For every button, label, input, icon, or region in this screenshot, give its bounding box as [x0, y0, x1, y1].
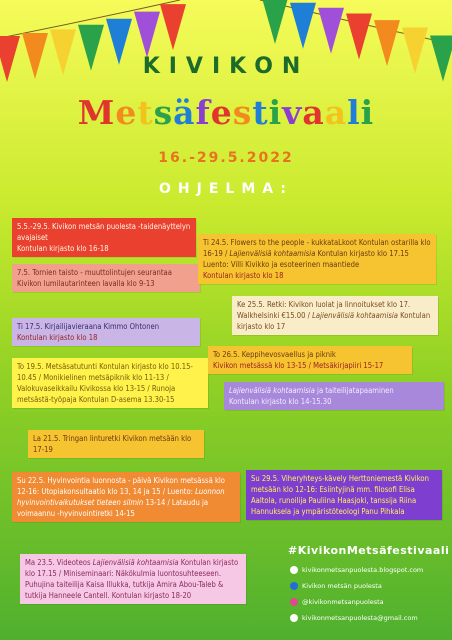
- event-text-post: Kontulan kirjasto klo 17.15 / Miniseminaari: Näkökulmia luontosuhteeseen. Puhujina taiteilija Kaisa Illukka, tutkija Amira Abou-Taleb & tutkija Hanneele Cantell. Kontulan kirjasto 18-20: [25, 558, 239, 600]
- event-text: To 19.5. Metsäsatutunti Kontulan kirjasto klo 10.15-10.45 / Monikielinen metsäpiknik klo 11-13 / Valokuvaseikkailu Kivikossa klo 13-15 / Runoja metsästä-työpaja Kontulan D-asema 13.30-15: [17, 362, 193, 404]
- email-icon: [290, 614, 298, 622]
- event-lecture-title: Luonnon hyvinvointivaikutukset tieteen silmin: [17, 487, 225, 507]
- blog-url[interactable]: kivikonmetsanpuolesta.blogspot.com: [302, 566, 424, 574]
- facebook-name[interactable]: Kivikon metsän puolesta: [302, 582, 382, 590]
- instagram-icon: [290, 598, 298, 606]
- event-text: Ti 24.5. Flowers to the people - kukkataLkoot Kontulan ostarilla klo 16-19 /: [203, 238, 431, 258]
- hashtag: #KivikonMetsäfestivaali: [288, 544, 450, 557]
- event-text: Ma 23.5. Videoteos: [25, 558, 93, 567]
- event-location: Kontulan kirjasto klo 14-15.30: [229, 397, 332, 406]
- event-location: Kivikon metsässä klo 13-15 / Metsäkirjapiiri 15-17: [213, 361, 384, 370]
- festival-title-letter: l: [347, 93, 361, 132]
- event-text: Su 29.5. Viheryhteys-kävely Herttoniemestä Kivikon metsään klo 12-16: Esiintyjinä mm. filosofi Elisa Aaltola, runoilija Pauliina Haasjoki, tanssija Riina Hannuksela ja ympäristöteologi Panu Pihkala: [251, 474, 429, 516]
- festival-title-letter: s: [232, 93, 253, 132]
- event-work-title: Lajienvälisiä kohtaamisia: [312, 311, 398, 320]
- festival-title-letter: v: [282, 93, 303, 132]
- event-work-title: Lajienvälisiä kohtaamisia: [229, 386, 315, 395]
- event-work-title: Lajienvälisiä kohtaamisia: [229, 249, 316, 258]
- festival-title-letter: t: [137, 93, 154, 132]
- event-text: Ti 17.5. Kirjailijavieraana Kimmo Ohtonen: [17, 322, 160, 331]
- event-text: Ke 25.5. Retki: Kivikon luolat ja linnoitukset klo 17. Walkhelsinki €15.00 /: [237, 300, 411, 320]
- event-text-post: Kontulan kirjasto klo 17: [237, 311, 431, 331]
- bunting-flag: [290, 3, 316, 49]
- festival-title-letter: a: [324, 93, 348, 132]
- event-text-post: ja taiteilijatapaaminen: [317, 386, 394, 395]
- bunting-flag: [134, 12, 160, 58]
- event-text: 5.5.-29.5. Kivikon metsän puolesta -taidenäyttelyn avajaiset: [17, 222, 191, 242]
- event-card-17-5: [12, 318, 200, 346]
- event-card-24-5: [198, 234, 436, 284]
- event-card-26-5: [208, 346, 412, 374]
- event-text-post: 13-14 / Lataudu ja voimaannu -hyvinvointiretki 14-15: [17, 498, 209, 518]
- event-card-7-5: [12, 264, 200, 292]
- contact-instagram[interactable]: [290, 598, 384, 606]
- contact-facebook[interactable]: [290, 582, 382, 590]
- festival-title-letter: e: [210, 93, 233, 132]
- festival-title-letter: s: [153, 93, 174, 132]
- event-card-25-5: [232, 296, 438, 335]
- festival-title-letter: a: [302, 93, 325, 132]
- title-festival: [0, 93, 452, 132]
- event-card-29-5: [246, 470, 442, 520]
- event-card-21-5: [28, 430, 204, 458]
- email-address[interactable]: kivikonmetsanpuolesta@gmail.com: [302, 614, 418, 622]
- festival-title-letter: ä: [173, 93, 196, 132]
- facebook-icon: [290, 582, 298, 590]
- event-card-22-5: [12, 472, 240, 522]
- contact-email[interactable]: [290, 614, 418, 622]
- festival-dates: 16.-29.5.2022: [158, 150, 294, 166]
- event-card-28-5: [224, 382, 444, 410]
- contact-blog[interactable]: [290, 566, 423, 574]
- event-card-23-5: [20, 554, 246, 604]
- festival-title-letter: t: [252, 93, 269, 132]
- event-text: La 21.5. Tringan linturetki Kivikon metsään klo 17-19: [33, 434, 192, 454]
- bunting-flag: [262, 0, 288, 44]
- festival-title-letter: e: [115, 93, 138, 132]
- event-text: To 26.5. Keppihevosvaellus ja piknik: [213, 350, 336, 359]
- program-heading: OHJELMA:: [159, 181, 293, 197]
- festival-title-letter: i: [360, 93, 375, 132]
- event-location: Kontulan kirjasto klo 18: [203, 271, 284, 280]
- festival-title-letter: f: [195, 93, 211, 132]
- bunting-flag: [160, 4, 186, 50]
- blog-icon: [290, 566, 298, 574]
- event-card-19-5: [12, 358, 208, 408]
- event-card-5-5: [12, 218, 196, 257]
- event-work-title: Lajienvälisiä kohtaamisia: [92, 558, 179, 567]
- bunting-flag: [346, 14, 372, 60]
- festival-title-letter: i: [268, 93, 283, 132]
- event-text: 7.5. Tornien taisto - muuttolintujen seurantaa Kivikon lumilautarinteen lavalla klo 9-13: [17, 268, 172, 288]
- festival-title-letter: M: [77, 93, 116, 132]
- event-text-post: Kontulan kirjasto klo 17.15 Luento: Villi Kivikko ja esoteerinen maantiede: [203, 249, 409, 269]
- bunting-flag: [318, 8, 344, 54]
- title-kivikon: KIVIKON: [142, 54, 310, 79]
- instagram-handle[interactable]: @kivikonmetsanpuolesta: [302, 598, 384, 606]
- event-location: Kontulan kirjasto klo 16-18: [17, 244, 109, 253]
- event-text: Su 22.5. Hyvinvointia luonnosta - päivä Kivikon metsässä klo 12-16: Utopiakonsultaatio klo 13, 14 ja 15 / Luento:: [17, 476, 225, 496]
- event-location: Kontulan kirjasto klo 18: [17, 333, 98, 342]
